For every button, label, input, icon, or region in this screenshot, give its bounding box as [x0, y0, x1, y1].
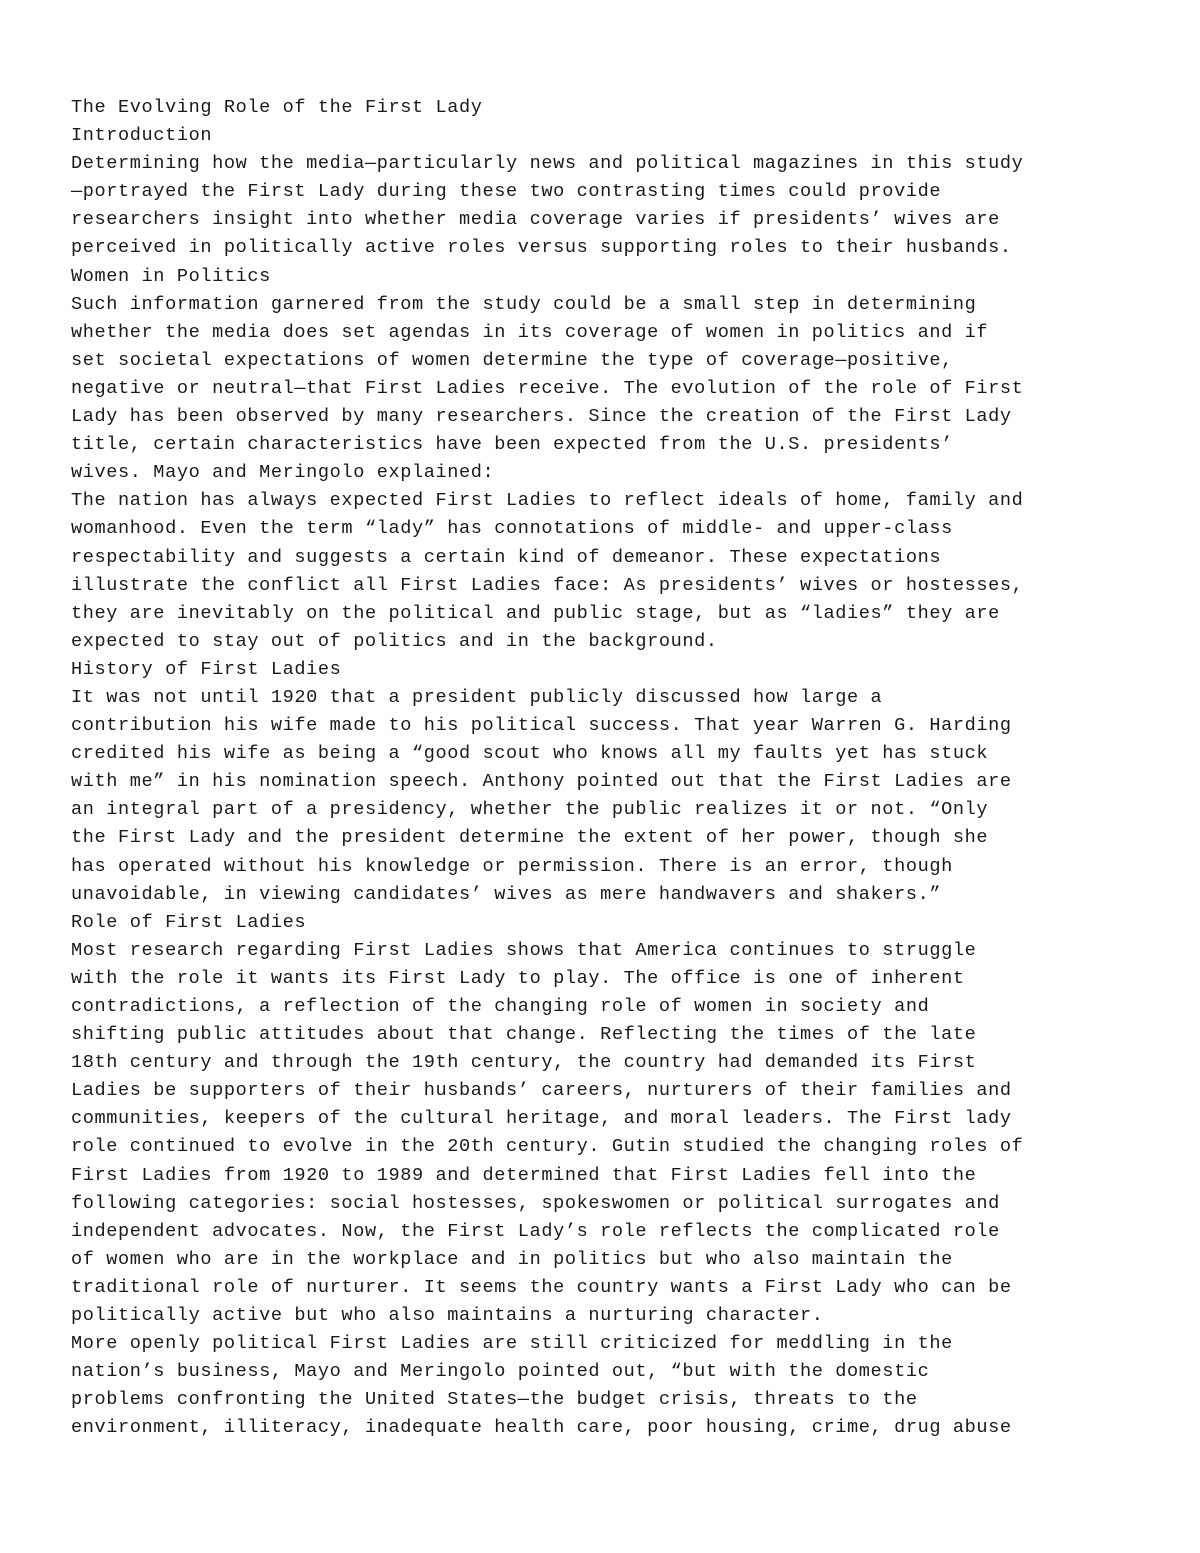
text-line: with me” in his nomination speech. Anthony pointed out that the First Ladies are — [71, 771, 1012, 793]
quote-line: illustrate the conflict all First Ladies face: As presidents’ wives or hostesses, — [71, 574, 1024, 596]
text-line: politically active but who also maintains a nurturing character. — [71, 1305, 824, 1327]
text-line: unavoidable, in viewing candidates’ wives as mere handwavers and shakers.” — [71, 883, 942, 905]
section-heading-introduction: Introduction — [71, 125, 213, 147]
document-title: The Evolving Role of the First Lady — [71, 97, 483, 118]
text-line: independent advocates. Now, the First Lady’s role reflects the complicated role — [71, 1220, 1000, 1242]
text-line: credited his wife as being a “good scout who knows all my faults yet has stuck — [71, 743, 989, 765]
text-line: First Ladies from 1920 to 1989 and determined that First Ladies fell into the — [71, 1164, 977, 1186]
text-line: problems confronting the United States—the budget crisis, threats to the — [71, 1389, 918, 1411]
quote-line: The nation has always expected First Ladies to reflect ideals of home, family and — [71, 490, 1024, 512]
quote-line: womanhood. Even the term “lady” has connotations of middle- and upper-class — [71, 518, 953, 540]
text-line: contradictions, a reflection of the changing role of women in society and — [71, 996, 930, 1017]
text-line: communities, keepers of the cultural heritage, and moral leaders. The First lady — [71, 1108, 1012, 1130]
quote-line: expected to stay out of politics and in the background. — [71, 630, 718, 652]
text-line: perceived in politically active roles versus supporting roles to their husbands. — [71, 237, 1012, 259]
text-line: environment, illiteracy, inadequate health care, poor housing, crime, drug abuse — [71, 1417, 1012, 1439]
text-line: nation’s business, Mayo and Meringolo pointed out, “but with the domestic — [71, 1361, 930, 1383]
text-line: the First Lady and the president determine the extent of her power, though she — [71, 827, 989, 849]
section-heading-history: History of First Ladies — [71, 658, 342, 680]
text-line: Ladies be supporters of their husbands’ careers, nurturers of their families and — [71, 1080, 1012, 1102]
text-line: Determining how the media—particularly news and political magazines in this study — [71, 153, 1024, 175]
quote-line: respectability and suggests a certain kind of demeanor. These expectations — [71, 546, 942, 568]
text-line: Lady has been observed by many researchers. Since the creation of the First Lady — [71, 406, 1012, 428]
text-line: Most research regarding First Ladies shows that America continues to struggle — [71, 939, 977, 961]
text-line: has operated without his knowledge or permission. There is an error, though — [71, 855, 953, 877]
text-line: 18th century and through the 19th century, the country had demanded its First — [71, 1052, 977, 1074]
text-line: traditional role of nurturer. It seems the country wants a First Lady who can be — [71, 1276, 1012, 1298]
section-heading-women-in-politics: Women in Politics — [71, 265, 271, 287]
text-line: More openly political First Ladies are still criticized for meddling in the — [71, 1333, 953, 1355]
text-line: role continued to evolve in the 20th century. Gutin studied the changing roles of — [71, 1136, 1024, 1158]
document-page — [71, 94, 1151, 1443]
text-line: contribution his wife made to his political success. That year Warren G. Harding — [71, 715, 1012, 737]
quote-line: they are inevitably on the political and public stage, but as “ladies” they are — [71, 602, 1000, 624]
text-line: Such information garnered from the study could be a small step in determining — [71, 293, 977, 315]
text-line: with the role it wants its First Lady to play. The office is one of inherent — [71, 967, 965, 989]
text-line: researchers insight into whether media coverage varies if presidents’ wives are — [71, 209, 1000, 231]
text-line: an integral part of a presidency, whether the public realizes it or not. “Only — [71, 799, 989, 821]
text-line: It was not until 1920 that a president publicly discussed how large a — [71, 686, 883, 708]
text-line: set societal expectations of women determine the type of coverage—positive, — [71, 349, 953, 371]
text-line: negative or neutral—that First Ladies receive. The evolution of the role of First — [71, 377, 1024, 399]
text-line: —portrayed the First Lady during these two contrasting times could provide — [71, 181, 942, 203]
text-line: shifting public attitudes about that change. Reflecting the times of the late — [71, 1024, 977, 1046]
section-heading-role: Role of First Ladies — [71, 911, 307, 933]
text-line: title, certain characteristics have been expected from the U.S. presidents’ — [71, 434, 953, 456]
text-line: of women who are in the workplace and in politics but who also maintain the — [71, 1248, 953, 1270]
text-line: following categories: social hostesses, spokeswomen or political surrogates and — [71, 1192, 1000, 1214]
text-line: wives. Mayo and Meringolo explained: — [71, 462, 495, 484]
text-line: whether the media does set agendas in its coverage of women in politics and if — [71, 321, 989, 343]
